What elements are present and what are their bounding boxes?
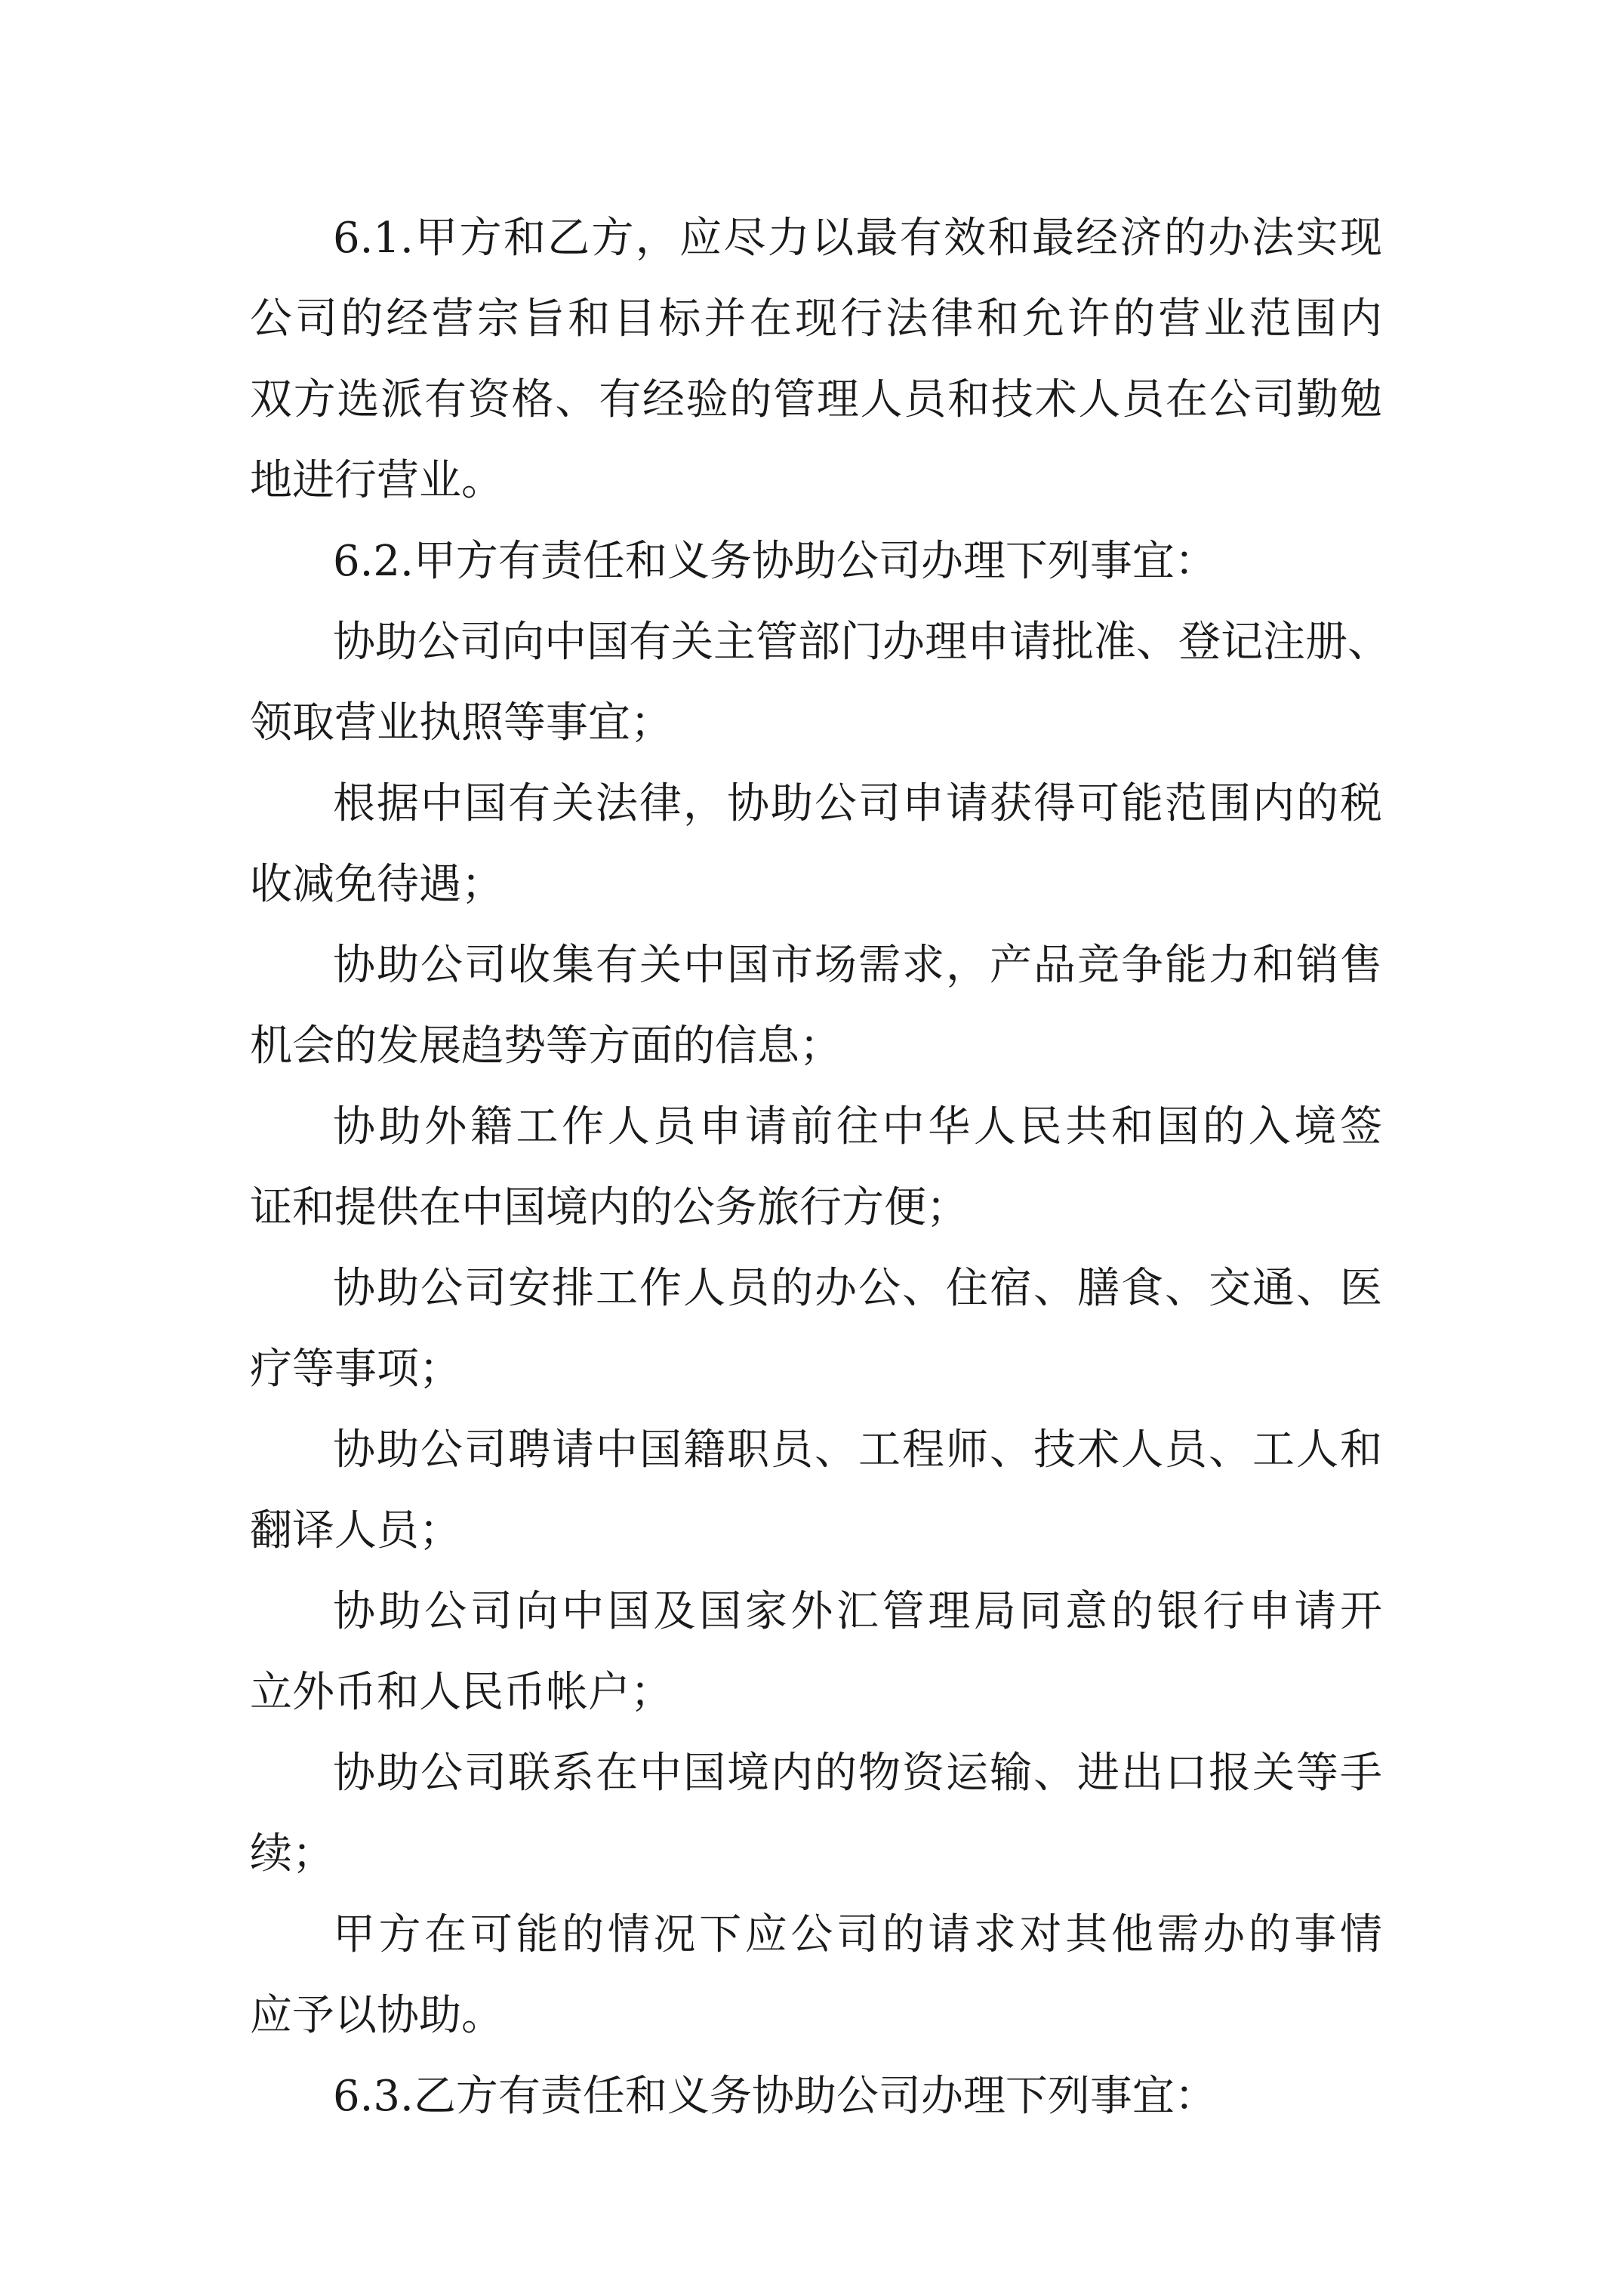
text-line: 疗等事项； [250, 1345, 461, 1394]
text-line: 公司的经营宗旨和目标并在现行法律和允许的营业范围内 [250, 294, 1382, 344]
text-line: 协助公司联系在中国境内的物资运输、进出口报关等手 [333, 1749, 1382, 1798]
text-line: 翻译人员； [250, 1506, 461, 1555]
text-line: 收减免待遇； [250, 860, 504, 909]
text-line: 领取营业执照等事宜； [250, 698, 673, 747]
text-line: 甲方在可能的情况下应公司的请求对其他需办的事情 [333, 1910, 1382, 1959]
text-line: 协助公司向中国及国家外汇管理局同意的银行申请开 [333, 1587, 1382, 1636]
text-line: 证和提供在中国境内的公务旅行方便； [250, 1183, 969, 1232]
text-line: 协助公司收集有关中国市场需求，产品竞争能力和销售 [333, 941, 1382, 990]
text-line: 协助公司向中国有关主管部门办理申请批准、登记注册、 [333, 618, 1390, 667]
document-body [250, 198, 1390, 2137]
text-line: 双方选派有资格、有经验的管理人员和技术人员在公司勤勉 [250, 375, 1382, 424]
text-line: 根据中国有关法律，协助公司申请获得可能范围内的税 [333, 779, 1382, 828]
text-line: 6.3.乙方有责任和义务协助公司办理下列事宜： [333, 2072, 1217, 2121]
text-line: 协助公司聘请中国籍职员、工程师、技术人员、工人和 [333, 1425, 1382, 1475]
text-line: 6.2.甲方有责任和义务协助公司办理下列事宜： [333, 537, 1217, 586]
text-line: 机会的发展趋势等方面的信息； [250, 1022, 842, 1071]
text-line: 应予以协助。 [250, 1991, 504, 2040]
text-line: 续； [250, 1829, 334, 1878]
text-line: 6.1.甲方和乙方，应尽力以最有效和最经济的办法实现 [333, 214, 1382, 263]
text-line: 地进行营业。 [250, 456, 504, 505]
text-line: 协助外籍工作人员申请前往中华人民共和国的入境签 [333, 1102, 1382, 1151]
text-line: 协助公司安排工作人员的办公、住宿、膳食、交通、医 [333, 1264, 1382, 1313]
text-line: 立外币和人民币帐户； [250, 1668, 673, 1717]
